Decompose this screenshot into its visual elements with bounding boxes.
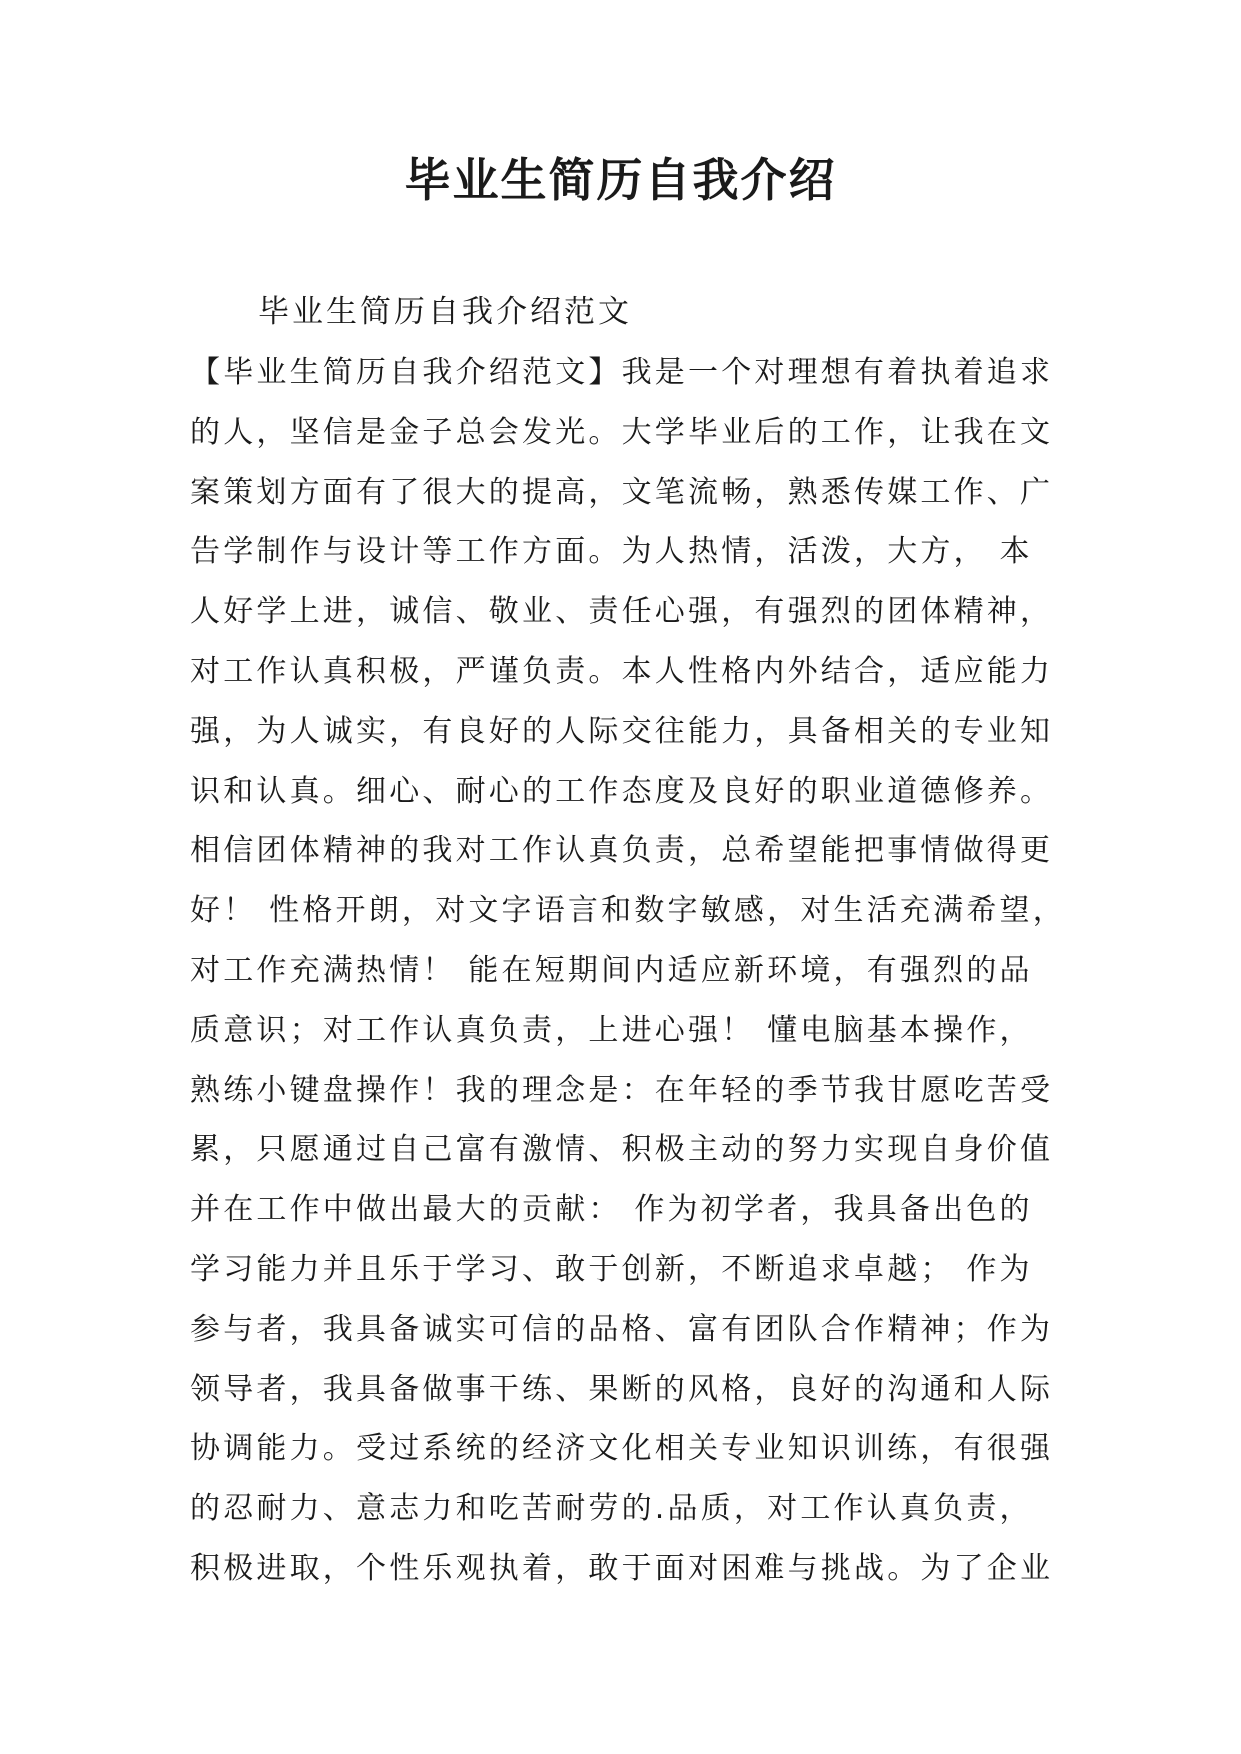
document-body [190, 348, 1070, 1604]
body-line: 告学制作与设计等工作方面。为人热情，活泼，大方， 本 [190, 534, 1033, 570]
body-line: 熟练小键盘操作！我的理念是：在年轻的季节我甘愿吃苦受 [190, 1072, 1054, 1108]
document-title: 毕业生简历自我介绍 [404, 153, 837, 207]
body-line: 对工作充满热情！ 能在短期间内适应新环境，有强烈的品 [190, 952, 1033, 988]
body-line: 并在工作中做出最大的贡献： 作为初学者，我具备出色的 [190, 1192, 1033, 1228]
body-line: 参与者，我具备诚实可信的品格、富有团队合作精神；作为 [190, 1311, 1054, 1347]
body-line: 对工作认真积极，严谨负责。本人性格内外结合，适应能力 [190, 653, 1054, 689]
body-line: 的人，坚信是金子总会发光。大学毕业后的工作，让我在文 [190, 414, 1054, 450]
body-line: 强，为人诚实，有良好的人际交往能力，具备相关的专业知 [190, 713, 1054, 749]
body-line: 【毕业生简历自我介绍范文】我是一个对理想有着执着追求 [190, 355, 1054, 390]
body-line: 案策划方面有了很大的提高，文笔流畅，熟悉传媒工作、广 [190, 474, 1054, 510]
body-line: 学习能力并且乐于学习、敢于创新，不断追求卓越； 作为 [190, 1251, 1033, 1287]
body-line: 累，只愿通过自己富有激情、积极主动的努力实现自身价值 [190, 1132, 1054, 1168]
body-line: 质意识；对工作认真负责，上进心强！ 懂电脑基本操作， [190, 1012, 1033, 1048]
body-line: 人好学上进，诚信、敬业、责任心强，有强烈的团体精神， [190, 594, 1054, 630]
body-line: 的忍耐力、意志力和吃苦耐劳的.品质，对工作认真负责， [190, 1491, 1033, 1527]
body-line: 领导者，我具备做事干练、果断的风格，良好的沟通和人际 [190, 1371, 1054, 1407]
body-line: 相信团体精神的我对工作认真负责，总希望能把事情做得更 [190, 833, 1054, 869]
body-line: 协调能力。受过系统的经济文化相关专业知识训练，有很强 [190, 1431, 1054, 1467]
body-line: 识和认真。细心、耐心的工作态度及良好的职业道德修养。 [190, 773, 1054, 809]
document-subtitle: 毕业生简历自我介绍范文 [258, 294, 632, 330]
body-line: 积极进取，个性乐观执着，敢于面对困难与挑战。为了企业 [190, 1550, 1054, 1586]
body-line: 好！ 性格开朗，对文字语言和数字敏感，对生活充满希望， [190, 893, 1066, 929]
